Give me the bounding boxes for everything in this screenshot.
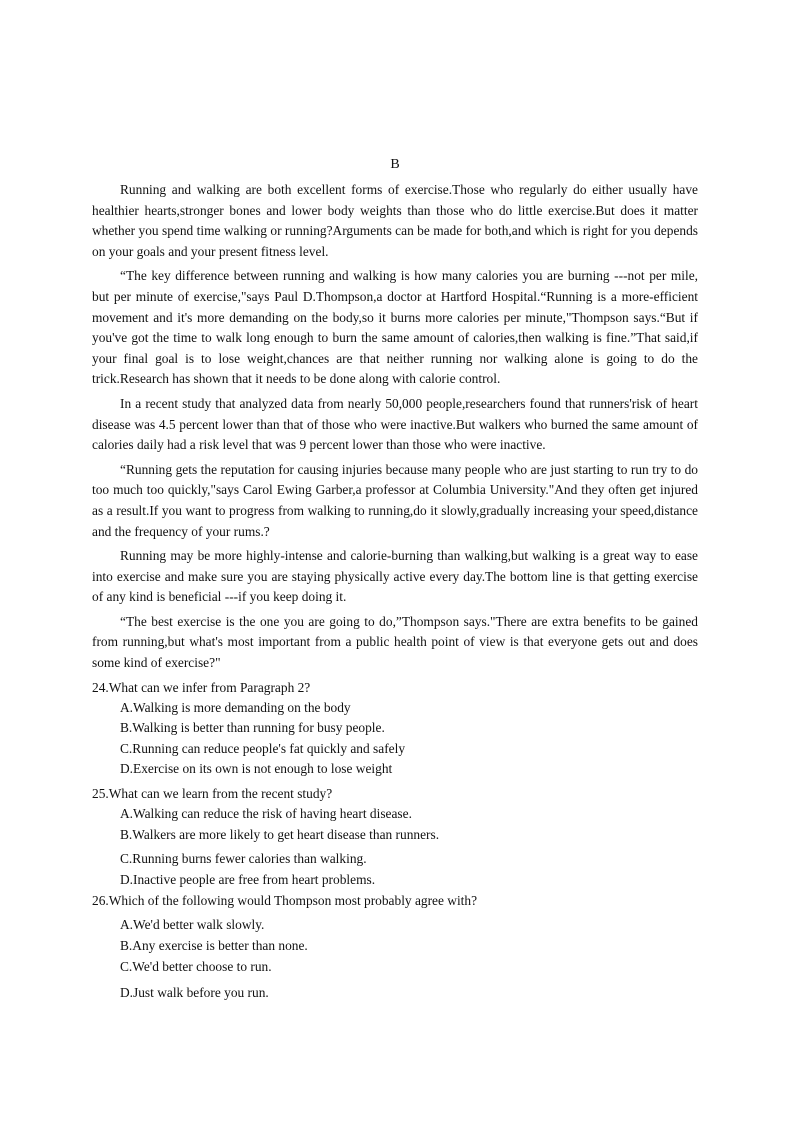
option-d: D.Just walk before you run. <box>120 985 269 1001</box>
option-b: B.Walking is better than running for busy people. <box>120 720 385 736</box>
option-c: C.Running can reduce people's fat quickly and safely <box>120 740 406 756</box>
passage-paragraph-2: “The key difference between running and walking is how many calories you are burning ---not per mile, but per minute of exercise,"says Paul D.Thompson,a doctor at Hartford Hospital.“Running is a more-efficient movement and it's more demanding on the body,so it burns more calories per minute,"Thompson says.“But if you've got the time to walk long enough to burn the same amount of calories,then walking is fine.”That said,if your final goal is to lose weight,chances are that neither running nor walking alone is going to do the trick.Research has shown that it needs to be done along with calorie control. <box>92 268 698 387</box>
option-c: C.We'd better choose to run. <box>120 958 272 974</box>
document-page <box>92 156 698 1004</box>
question-25 <box>92 784 698 890</box>
option-a: A.Walking can reduce the risk of having heart disease. <box>120 806 412 822</box>
option-a: A.We'd better walk slowly. <box>120 917 265 933</box>
question-26 <box>92 891 698 1003</box>
passage-paragraph-4: “Running gets the reputation for causing injuries because many people who are just starting to run try to do too much too quickly,"says Carol Ewing Garber,a professor at Columbia University."And they often get injured as a result.If you want to progress from walking to running,do it slowly,gradually increasing your speed,distance and the frequency of your rums.? <box>92 461 698 539</box>
question-24 <box>92 678 698 780</box>
passage-paragraph-5: Running may be more highly-intense and calorie-burning than walking,but walking is a great way to ease into exercise and make sure you are staying physically active every day.The bottom line is that getting exercise of any kind is beneficial ---if you keep doing it. <box>92 548 698 605</box>
option-d: D.Inactive people are free from heart problems. <box>120 871 376 887</box>
option-c: C.Running burns fewer calories than walking. <box>120 851 367 867</box>
question-stem: 26.Which of the following would Thompson most probably agree with? <box>92 893 478 909</box>
question-stem: 25.What can we learn from the recent study? <box>92 786 333 802</box>
passage-paragraph-3: In a recent study that analyzed data from nearly 50,000 people,researchers found that runners'risk of heart disease was 4.5 percent lower than that of those who were inactive.But walkers who burned the same amount of calories daily had a risk level that was 9 percent lower than those who were inactive. <box>92 395 698 453</box>
option-d: D.Exercise on its own is not enough to lose weight <box>120 761 393 777</box>
option-b: B.Any exercise is better than none. <box>120 938 308 953</box>
section-heading: B <box>390 157 400 172</box>
question-stem: 24.What can we infer from Paragraph 2? <box>92 679 311 695</box>
passage-paragraph-1: Running and walking are both excellent forms of exercise.Those who regularly do either usually have healthier hearts,stronger bones and lower body weights than those who do little exercise.But does it matter whether you spend time walking or running?Arguments can be made for both,and which is right for you depends on your goals and your present fitness level. <box>92 182 698 259</box>
option-a: A.Walking is more demanding on the body <box>120 699 351 715</box>
passage-paragraph-6: “The best exercise is the one you are going to do,”Thompson says."There are extra benefits to be gained from running,but what's most important from a public health point of view is that everyone gets out and does some kind of exercise?" <box>92 613 698 671</box>
option-b: B.Walkers are more likely to get heart disease than runners. <box>120 826 440 842</box>
